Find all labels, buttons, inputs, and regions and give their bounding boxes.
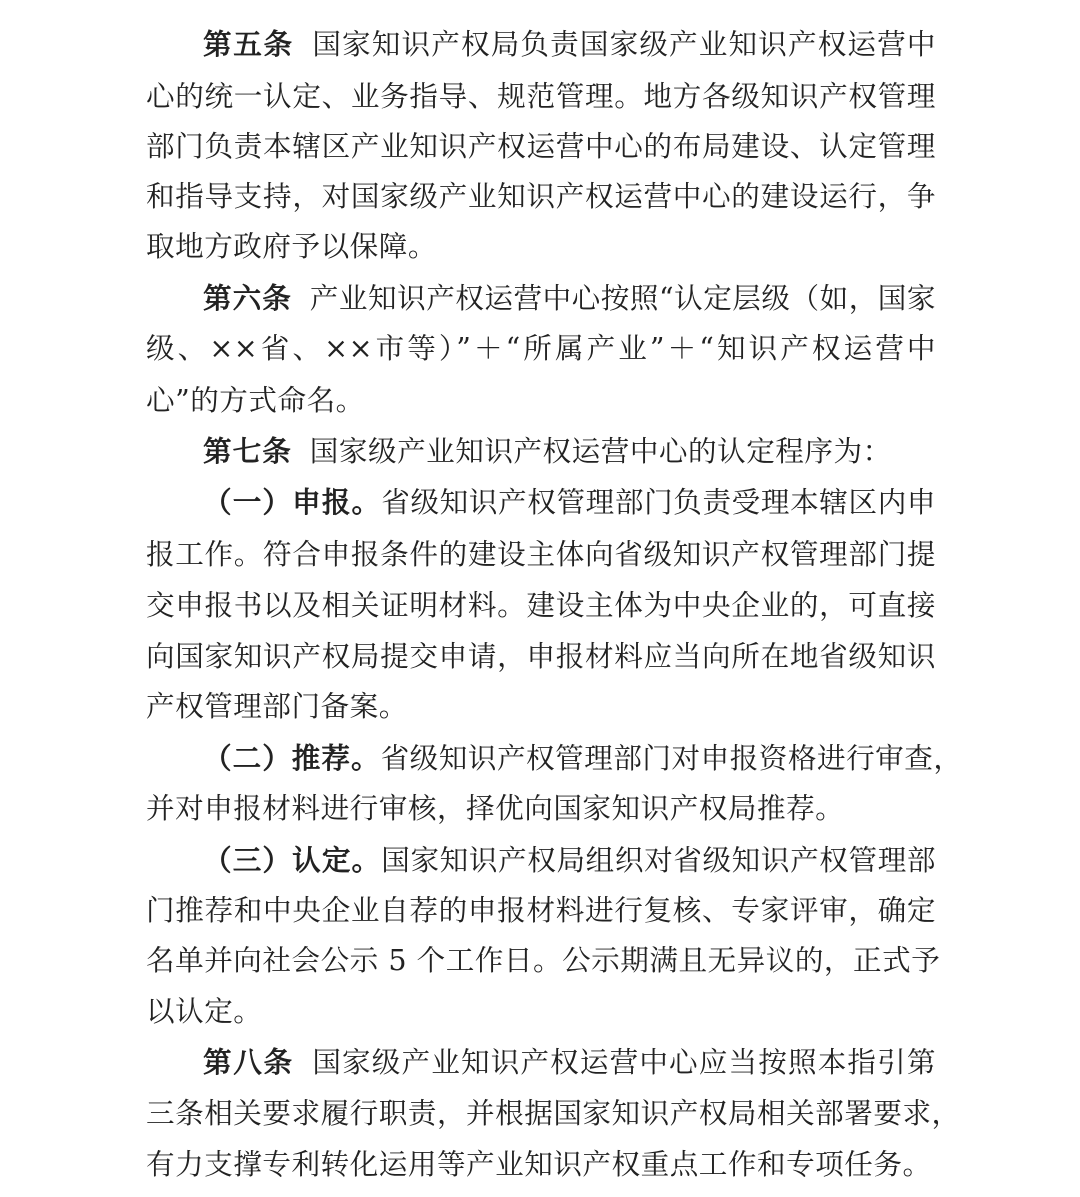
item-3-first-line xyxy=(203,834,936,886)
item-3-text-line: 以认定。 xyxy=(146,994,263,1028)
item-3-text-line: 门推荐和中央企业自荐的申报材料进行复核、专家评审，确定 xyxy=(146,893,936,927)
item-1-first-line xyxy=(203,476,936,528)
article-7-text-line: 国家级产业知识产权运营中心的认定程序为： xyxy=(309,434,892,468)
article-8-first-line xyxy=(203,1036,936,1088)
article-7-heading: 第七条 xyxy=(203,434,292,468)
article-7-first-line xyxy=(203,425,892,477)
article-8-text-line: 三条相关要求履行职责，并根据国家知识产权局相关部署要求， xyxy=(146,1096,961,1130)
article-8-text-line: 国家级产业知识产权运营中心应当按照本指引第 xyxy=(311,1045,936,1079)
article-8-text-line: 有力支撑专利转化运用等产业知识产权重点工作和专项任务。 xyxy=(146,1147,932,1181)
item-1-text-line: 产权管理部门备案。 xyxy=(146,689,408,723)
item-2-text-line: 并对申报材料进行审核，择优向国家知识产权局推荐。 xyxy=(146,791,845,825)
item-2-first-line xyxy=(203,732,963,784)
item-3-text-line: 国家知识产权局组织对省级知识产权管理部 xyxy=(381,843,936,877)
article-5-text-line: 部门负责本辖区产业知识产权运营中心的布局建设、认定管理 xyxy=(146,129,936,163)
article-6-heading: 第六条 xyxy=(203,281,292,315)
item-3-label: （三）认定。 xyxy=(203,843,382,877)
article-8-heading: 第八条 xyxy=(203,1045,294,1079)
article-5-text-line: 国家知识产权局负责国家级产业知识产权运营中 xyxy=(311,27,936,61)
article-6-first-line xyxy=(203,272,936,324)
item-2-text-line: 省级知识产权管理部门对申报资格进行审查， xyxy=(380,741,963,775)
article-6-text-line: 级、××省、××市等）”＋“所属产业”＋“知识产权运营中 xyxy=(146,331,936,365)
item-1-label: （一）申报。 xyxy=(203,485,382,519)
item-1-text-line: 向国家知识产权局提交申请，申报材料应当向所在地省级知识 xyxy=(146,639,936,673)
article-5-heading: 第五条 xyxy=(203,27,294,61)
document-page xyxy=(146,0,963,1197)
article-5-first-line xyxy=(203,18,936,70)
article-5-text-line: 心的统一认定、业务指导、规范管理。地方各级知识产权管理 xyxy=(146,79,936,113)
article-5-text-line: 取地方政府予以保障。 xyxy=(146,229,437,263)
item-1-text-line: 省级知识产权管理部门负责受理本辖区内申 xyxy=(381,485,936,519)
item-1-text-line: 报工作。符合申报条件的建设主体向省级知识产权管理部门提 xyxy=(146,537,936,571)
article-5-text-line: 和指导支持，对国家级产业知识产权运营中心的建设运行，争 xyxy=(146,179,936,213)
article-6-text-line: 产业知识产权运营中心按照“认定层级（如，国家 xyxy=(309,281,936,315)
item-3-text-line: 名单并向社会公示 5 个工作日。公示期满且无异议的，正式予 xyxy=(146,943,941,977)
item-1-text-line: 交申报书以及相关证明材料。建设主体为中央企业的，可直接 xyxy=(146,588,936,622)
article-6-text-line: 心”的方式命名。 xyxy=(146,383,365,417)
item-2-label: （二）推荐。 xyxy=(203,741,381,775)
